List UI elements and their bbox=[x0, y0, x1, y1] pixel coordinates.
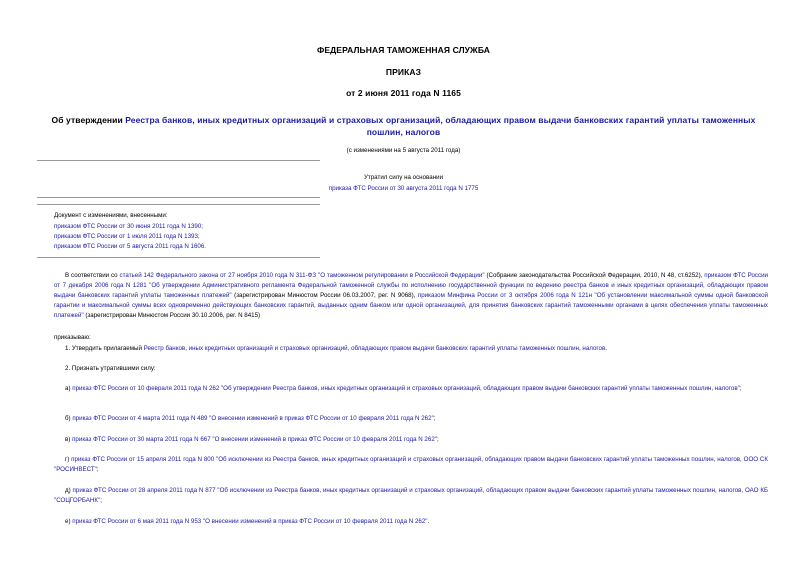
preamble-paragraph bbox=[54, 271, 768, 321]
sub-item-g bbox=[54, 455, 768, 475]
sub-item-link[interactable]: приказ ФТС России от 15 апреля 2011 года N 800 "Об исключении из Реестра банков, иных кредитных организаций и страховых организаций, обладающих правом выдачи банковских гарантий уплаты таможенных пошлин, налогов, ООО СК "РОСИНВЕСТ" bbox=[54, 456, 768, 473]
title-registry-link-cont[interactable]: пошлин, налогов bbox=[366, 127, 441, 137]
document-title bbox=[0, 114, 807, 138]
preamble-text: (зарегистрирован Минюстом России 30.10.2006, рег. N 8415) bbox=[83, 312, 261, 319]
item-text: . bbox=[605, 345, 607, 352]
sub-item-prefix: б) bbox=[65, 415, 73, 422]
sub-item-suffix: ; bbox=[96, 466, 99, 473]
divider bbox=[37, 197, 320, 198]
sub-item-suffix: ; bbox=[100, 497, 102, 504]
title-registry-link[interactable]: Реестра банков, иных кредитных организаций и страховых организаций, обладающих правом выдачи банковских гарантий уплаты таможенных bbox=[125, 115, 756, 125]
order-1281-link[interactable]: приказом ФТС России от 7 декабря 2006 года N 1281 "Об утверждении Административного регламента Федеральной таможенной службы по исполнению государственной функции по ведению реестра банков и иных кредитных организаций, обладающих правом выдачи банковских гарантий уплаты таможенных платежей" bbox=[54, 272, 768, 299]
sub-item-link[interactable]: приказ ФТС России от 30 марта 2011 года N 667 "О внесении изменений в приказ ФТС России от 10 февраля 2011 года N 262" bbox=[72, 436, 437, 443]
sub-item-v bbox=[54, 435, 768, 445]
preamble-text: (Собрание законодательства Российской Федерации, 2010, N 48, ст.6252), bbox=[484, 272, 705, 279]
orders-word: приказываю: bbox=[54, 334, 91, 341]
item-2: 2. Признать утратившими силу: bbox=[65, 365, 156, 372]
sub-item-link[interactable]: приказ ФТС России от 6 мая 2011 года N 953 "О внесении изменений в приказ ФТС России от 10 февраля 2011 года N 262" bbox=[72, 518, 428, 525]
divider bbox=[37, 204, 320, 205]
date-number-heading: от 2 июня 2011 года N 1165 bbox=[346, 88, 461, 98]
divider bbox=[37, 257, 320, 258]
changes-link-1[interactable]: приказом ФТС России от 30 июня 2011 года N 1390; bbox=[54, 223, 204, 230]
preamble-text: В соответствии со bbox=[65, 272, 120, 279]
sub-item-prefix: в) bbox=[65, 436, 73, 443]
sub-item-prefix: е) bbox=[65, 518, 73, 525]
sub-item-suffix: ; bbox=[436, 436, 439, 443]
changes-link-3[interactable]: приказом ФТС России от 5 августа 2011 года N 1606. bbox=[54, 243, 207, 250]
preamble-text: (зарегистрирован Минюстом России 06.03.2007, рег. N 9068), bbox=[231, 292, 418, 299]
sub-item-prefix: д) bbox=[65, 487, 73, 494]
doc-type-heading: ПРИКАЗ bbox=[385, 67, 422, 77]
sub-item-link[interactable]: приказ ФТС России от 28 апреля 2011 года N 877 "Об исключении из Реестра банков, иных кредитных организаций и страховых организаций, обладающих правом выдачи банковских гарантий уплаты таможенных пошлин, налогов, ОАО КБ "СОЦГОРБАНК" bbox=[54, 487, 769, 504]
item-1 bbox=[54, 344, 768, 354]
sub-item-e bbox=[54, 517, 768, 527]
minfin-order-link[interactable]: приказом Минфина России от 3 октября 2006 года N 121н "Об установлении максимальной суммы одной банковской гарантии и максимальной суммы всех одновременно действующих банковских гарантий, выданных одним банком или одной организацией, для принятия банковских гарантий таможенными органами в целях обеспечения уплаты таможенных платежей" bbox=[54, 292, 768, 319]
expired-link[interactable]: приказа ФТС России от 30 августа 2011 года N 1775 bbox=[328, 185, 479, 192]
amended-note: (с изменениями на 5 августа 2011 года) bbox=[346, 147, 461, 154]
sub-item-link[interactable]: приказ ФТС России от 10 февраля 2011 года N 262 "Об утверждении Реестра банков, иных кредитных организаций и страховых организаций, обладающих правом выдачи банковских гарантий уплаты таможенных пошлин, налогов" bbox=[72, 385, 740, 392]
changes-heading: Документ с изменениями, внесенными: bbox=[54, 212, 168, 219]
divider bbox=[37, 160, 320, 161]
sub-item-b bbox=[54, 414, 768, 424]
sub-item-link[interactable]: приказ ФТС России от 4 марта 2011 года N 489 "О внесении изменений в приказ ФТС России от 10 февраля 2011 года N 262" bbox=[72, 415, 434, 422]
sub-item-suffix: ; bbox=[739, 385, 742, 392]
sub-item-d bbox=[54, 486, 768, 506]
changes-link-2[interactable]: приказом ФТС России от 1 июля 2011 года N 1393; bbox=[54, 233, 200, 240]
expired-text: Утратил силу на основании bbox=[363, 174, 444, 181]
sub-item-prefix: г) bbox=[65, 456, 72, 463]
title-prefix: Об утверждении bbox=[51, 115, 126, 125]
law-link[interactable]: статьей 142 Федерального закона от 27 ноября 2010 года N 311-ФЗ "О таможенном регулировании в Российской Федерации" bbox=[119, 272, 485, 279]
registry-link[interactable]: Реестр банков, иных кредитных организаций и страховых организаций, обладающих правом выдачи банковских гарантий уплаты таможенных пошлин, налогов bbox=[143, 345, 606, 352]
agency-heading: ФЕДЕРАЛЬНАЯ ТАМОЖЕННАЯ СЛУЖБА bbox=[317, 45, 490, 55]
sub-item-prefix: а) bbox=[65, 385, 73, 392]
item-text: 1. Утвердить прилагаемый bbox=[65, 345, 144, 352]
sub-item-a bbox=[54, 384, 768, 394]
sub-item-suffix: . bbox=[427, 518, 430, 525]
sub-item-suffix: ; bbox=[433, 415, 436, 422]
